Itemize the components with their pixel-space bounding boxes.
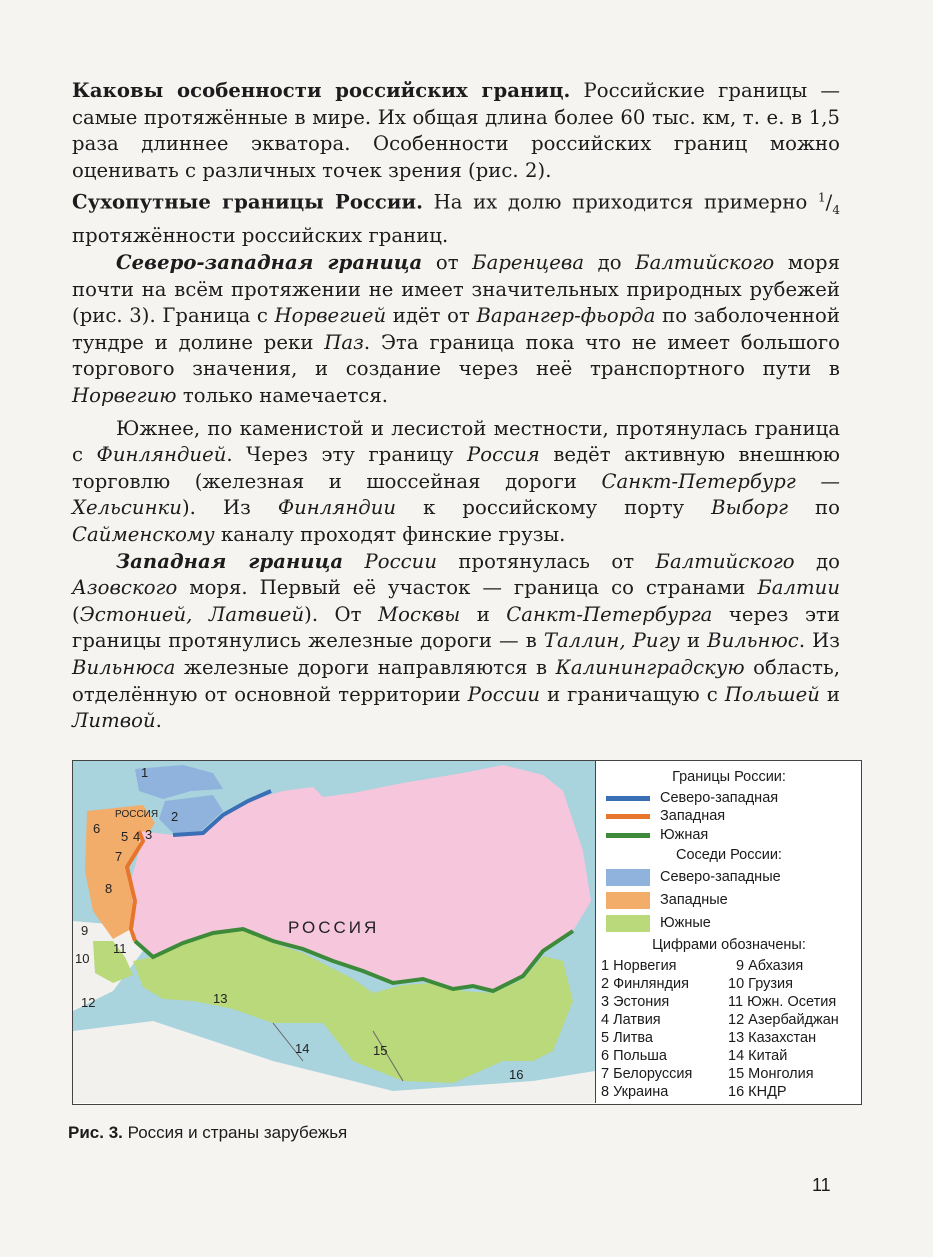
text-fragment: Южнее, по каменистой и лесистой местности, протянулась граница с bbox=[72, 416, 840, 467]
place-name: Санкт-Петербурга bbox=[506, 602, 713, 626]
map-num-9: 9 bbox=[81, 923, 89, 938]
legend-numbers-title: Цифрами обозначены: bbox=[652, 937, 806, 953]
place-name: Финляндии bbox=[277, 496, 397, 520]
text-fragment: по заболоченной тундре и долине реки bbox=[72, 304, 840, 354]
heading-land-borders: Сухопутные границы России. bbox=[72, 190, 423, 214]
fraction-numerator: 1 bbox=[817, 190, 826, 205]
caption-text: Россия и страны зарубежья bbox=[122, 1123, 348, 1142]
place-name: Норвегию bbox=[72, 383, 177, 407]
map-num-3: 3 bbox=[145, 827, 153, 842]
legend-number-item: 9 Абхазия bbox=[736, 958, 804, 974]
map-num-12: 12 bbox=[81, 995, 96, 1010]
legend-label: Западная bbox=[660, 808, 726, 824]
page-text bbox=[72, 78, 840, 735]
swatch-w-border bbox=[606, 814, 650, 819]
place-name: Литвой bbox=[72, 709, 156, 733]
legend-number-item: 7 Белоруссия bbox=[601, 1066, 693, 1082]
text-fragment: ). Из bbox=[181, 496, 278, 520]
legend-number-item: 2 Финляндия bbox=[601, 976, 689, 992]
legend-number-item: 6 Польша bbox=[601, 1048, 667, 1064]
place-name: Москвы bbox=[378, 602, 461, 626]
map-num-7: 7 bbox=[115, 849, 123, 864]
text-fragment: ( bbox=[72, 602, 80, 626]
place-name: Выборг bbox=[711, 496, 789, 520]
map-label-kaliningrad: РОССИЯ bbox=[115, 809, 159, 820]
place-name: Баренцева bbox=[472, 251, 585, 274]
text-fragment: . Из bbox=[798, 629, 841, 653]
legend-neighbors-nw bbox=[606, 868, 781, 886]
place-name: Сайменскому bbox=[72, 522, 215, 546]
legend-number-item: 16 КНДР bbox=[728, 1084, 787, 1100]
text-fragment: моря. Первый её участок — граница со странами bbox=[177, 576, 758, 600]
paragraph-west-border bbox=[72, 549, 840, 735]
legend-neighbors-s bbox=[606, 914, 711, 932]
place-name: Балтийского bbox=[635, 251, 775, 274]
text-fragment: идёт от bbox=[386, 304, 477, 328]
map-num-4: 4 bbox=[133, 829, 141, 844]
map-num-5: 5 bbox=[121, 829, 129, 844]
legend-border-w bbox=[606, 807, 725, 825]
figure-map-russia bbox=[72, 760, 862, 1105]
caption-label: Рис. 3. bbox=[68, 1123, 123, 1142]
place-name: Россия bbox=[467, 443, 540, 467]
text-fragment: только намечается. bbox=[176, 383, 389, 407]
text-fragment: и bbox=[679, 629, 708, 653]
legend-borders-title: Границы России: bbox=[672, 769, 786, 785]
place-name: Балтии bbox=[757, 576, 840, 600]
legend-neighbors-w bbox=[606, 891, 728, 909]
text-fragment: и bbox=[460, 602, 507, 626]
text-fragment: область, отделённую от основной территории bbox=[72, 655, 840, 706]
legend-number-item: 4 Латвия bbox=[601, 1012, 661, 1028]
map-label-russia: РОССИЯ bbox=[288, 918, 380, 937]
legend-number-item: 5 Литва bbox=[601, 1030, 653, 1046]
paragraph-land-borders bbox=[72, 184, 840, 250]
place-name: Паз bbox=[324, 330, 364, 354]
map-russia-neighbors bbox=[73, 761, 595, 1103]
legend-number-item: 13 Казахстан bbox=[728, 1030, 817, 1046]
legend-number-item: 8 Украина bbox=[601, 1084, 669, 1100]
swatch-s-border bbox=[606, 833, 650, 838]
text-fragment: по bbox=[788, 496, 840, 520]
place-name: Польшей bbox=[724, 682, 820, 706]
text-fragment: . Эта граница пока что не имеет большого торгового значения, и создание через неё транспортного пути в bbox=[72, 330, 840, 381]
legend-label: Северо-западные bbox=[660, 869, 781, 885]
place-name: Калининградскую bbox=[555, 655, 745, 679]
text-fragment: до bbox=[794, 549, 841, 573]
text-fragment: до bbox=[584, 251, 636, 274]
place-name: Таллин, Ригу bbox=[543, 629, 680, 653]
swatch-nw-neighbors bbox=[606, 869, 650, 886]
paragraph-finland-border bbox=[72, 416, 840, 549]
map-num-10: 10 bbox=[75, 951, 90, 966]
swatch-w-neighbors bbox=[606, 892, 650, 909]
legend-number-item: 14 Китай bbox=[728, 1048, 788, 1064]
text-fragment: и bbox=[819, 682, 840, 706]
text-fragment: каналу проходят финские грузы. bbox=[214, 522, 566, 546]
text-fragment: от bbox=[422, 251, 473, 274]
map-num-11: 11 bbox=[113, 941, 127, 956]
map-num-2: 2 bbox=[171, 809, 179, 824]
text-fragment: и граничащую с bbox=[540, 682, 725, 706]
fraction-denominator: 4 bbox=[832, 202, 840, 217]
page-number: 11 bbox=[812, 1175, 831, 1195]
map-num-14: 14 bbox=[295, 1041, 310, 1056]
fraction-slash: / bbox=[825, 190, 833, 214]
fraction-quarter bbox=[817, 190, 840, 217]
legend-number-item: 3 Эстония bbox=[601, 994, 670, 1010]
place-name: Азовского bbox=[72, 576, 178, 600]
place-name: России bbox=[364, 549, 438, 573]
place-name: Балтийского bbox=[655, 549, 795, 573]
place-name: Вильнюс bbox=[707, 629, 799, 653]
place-name: Варангер-фьорда bbox=[476, 304, 656, 328]
legend-number-item: 11 Южн. Осетия bbox=[728, 994, 837, 1010]
legend-neighbors-title: Соседи России: bbox=[676, 847, 782, 863]
paragraph-text: На их долю приходится примерно bbox=[422, 190, 818, 214]
legend-label: Западные bbox=[660, 892, 728, 908]
text-fragment: через эти границы протянулись железные дороги — в bbox=[72, 602, 840, 653]
place-name: Санкт-Петербург — Хельсинки bbox=[72, 469, 841, 520]
legend-border-s bbox=[606, 826, 708, 844]
swatch-s-neighbors bbox=[606, 915, 650, 932]
map-num-15: 15 bbox=[373, 1043, 388, 1058]
text-fragment: ). От bbox=[304, 602, 379, 626]
legend-border-nw bbox=[606, 789, 778, 807]
map-num-13: 13 bbox=[213, 991, 228, 1006]
legend-label: Южные bbox=[660, 915, 711, 931]
text-fragment: к российскому порту bbox=[396, 496, 712, 520]
place-name: России bbox=[467, 682, 541, 706]
legend-number-item: 10 Грузия bbox=[728, 976, 793, 992]
place-name: Норвегией bbox=[274, 304, 387, 328]
map-num-16: 16 bbox=[509, 1067, 524, 1082]
text-fragment: . Через эту границу bbox=[226, 443, 468, 467]
text-fragment: ведёт активную внешнюю торговлю (железная и шоссейная дороги bbox=[72, 443, 840, 493]
legend-number-item: 15 Монголия bbox=[728, 1066, 814, 1082]
paragraph-text: Российские границы — самые протяжённые в мире. Их общая длина более 60 тыс. км, т. е. в 1,5 раза длиннее экватора. Особенности российских границ можно оценивать с различных точек зрения (рис. 2). bbox=[72, 79, 840, 182]
swatch-nw-border bbox=[606, 796, 650, 801]
legend-number-item: 1 Норвегия bbox=[601, 958, 677, 974]
heading-borders-features: Каковы особенности российских границ. bbox=[72, 79, 571, 102]
legend-number-item: 12 Азербайджан bbox=[728, 1012, 839, 1028]
paragraph-borders-features bbox=[72, 78, 840, 184]
figure-caption bbox=[68, 1123, 347, 1143]
text-fragment bbox=[343, 550, 364, 573]
place-name: Финляндией bbox=[96, 443, 227, 467]
map-num-6: 6 bbox=[93, 821, 101, 836]
paragraph-text: протяжённости российских границ. bbox=[72, 224, 449, 248]
legend-label: Южная bbox=[660, 827, 709, 843]
term-west-border: Западная граница bbox=[116, 549, 344, 573]
legend-label: Северо-западная bbox=[660, 790, 779, 806]
text-fragment: моря почти на всём протяжении не имеет значительных природных рубежей (рис. 3). Граница с bbox=[72, 251, 840, 328]
paragraph-northwest-border bbox=[72, 250, 840, 410]
map-num-1: 1 bbox=[141, 765, 149, 780]
place-name: Эстонией, Латвией bbox=[79, 602, 305, 626]
text-fragment: протянулась от bbox=[437, 549, 656, 573]
text-fragment: . bbox=[155, 709, 162, 733]
map-num-8: 8 bbox=[105, 881, 113, 896]
term-northwest-border: Северо-западная граница bbox=[116, 251, 423, 274]
place-name: Вильнюса bbox=[72, 655, 176, 679]
text-fragment: железные дороги направляются в bbox=[175, 655, 556, 679]
map-legend bbox=[595, 761, 862, 1103]
